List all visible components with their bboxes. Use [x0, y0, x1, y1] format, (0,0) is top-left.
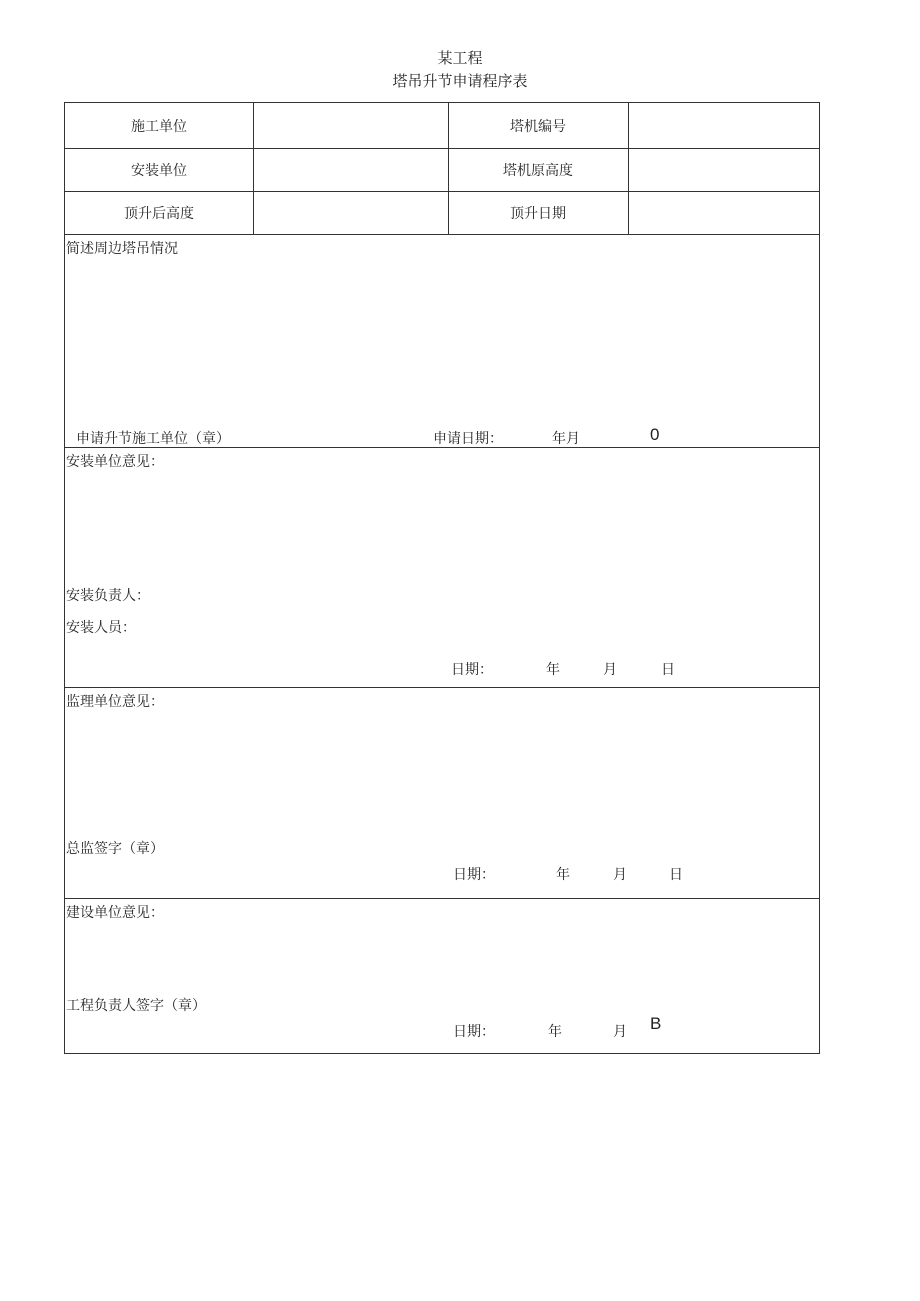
value-original-height[interactable] [628, 148, 819, 191]
info-table [64, 102, 820, 235]
value-height-after-jacking[interactable] [253, 191, 448, 234]
owner-signature-label: 工程负责人签字（章） [66, 998, 206, 1014]
section-heading: 安装单位意见： [66, 454, 164, 470]
label-construction-unit: 施工单位 [131, 118, 187, 135]
install-date-label: 日期： [451, 662, 493, 678]
install-personnel-label: 安装人员： [66, 620, 136, 636]
install-day: 日 [661, 662, 675, 678]
owner-date-label: 日期： [453, 1024, 495, 1040]
label-installation-unit: 安装单位 [131, 162, 187, 179]
section-supervision [64, 688, 820, 899]
supervision-year: 年 [556, 867, 570, 883]
section-installation [64, 448, 820, 688]
document-subtitle: 塔吊升节申请程序表 [392, 72, 528, 90]
label-crane-number: 塔机编号 [510, 118, 566, 135]
applicant-unit-label: 申请升节施工单位（章） [76, 431, 230, 447]
section-heading: 建设单位意见： [66, 905, 164, 921]
install-year: 年 [546, 662, 560, 678]
section-owner [64, 899, 820, 1054]
label-height-after-jacking: 顶升后高度 [124, 205, 194, 222]
install-month: 月 [603, 662, 617, 678]
supervision-month: 月 [613, 867, 627, 883]
document-title: 某工程 [437, 49, 483, 67]
supervision-day: 日 [669, 867, 683, 883]
label-original-height: 塔机原高度 [503, 162, 573, 179]
value-installation-unit[interactable] [253, 148, 448, 191]
owner-mark: B [650, 1014, 662, 1033]
apply-mark: 0 [650, 425, 660, 444]
value-construction-unit[interactable] [253, 103, 448, 148]
owner-year: 年 [548, 1024, 562, 1040]
label-jacking-date: 顶升日期 [510, 205, 566, 222]
apply-year-month: 年月 [552, 431, 580, 447]
supervision-date-label: 日期： [453, 867, 495, 883]
owner-month: 月 [613, 1024, 627, 1040]
value-crane-number[interactable] [628, 103, 819, 148]
section-heading: 监理单位意见： [66, 694, 164, 710]
apply-date-label: 申请日期： [433, 431, 503, 447]
section-heading: 简述周边塔吊情况 [66, 241, 178, 257]
section-application [64, 235, 820, 448]
value-jacking-date[interactable] [628, 191, 819, 234]
install-responsible-label: 安装负责人： [66, 588, 150, 604]
supervisor-signature-label: 总监签字（章） [66, 841, 164, 857]
